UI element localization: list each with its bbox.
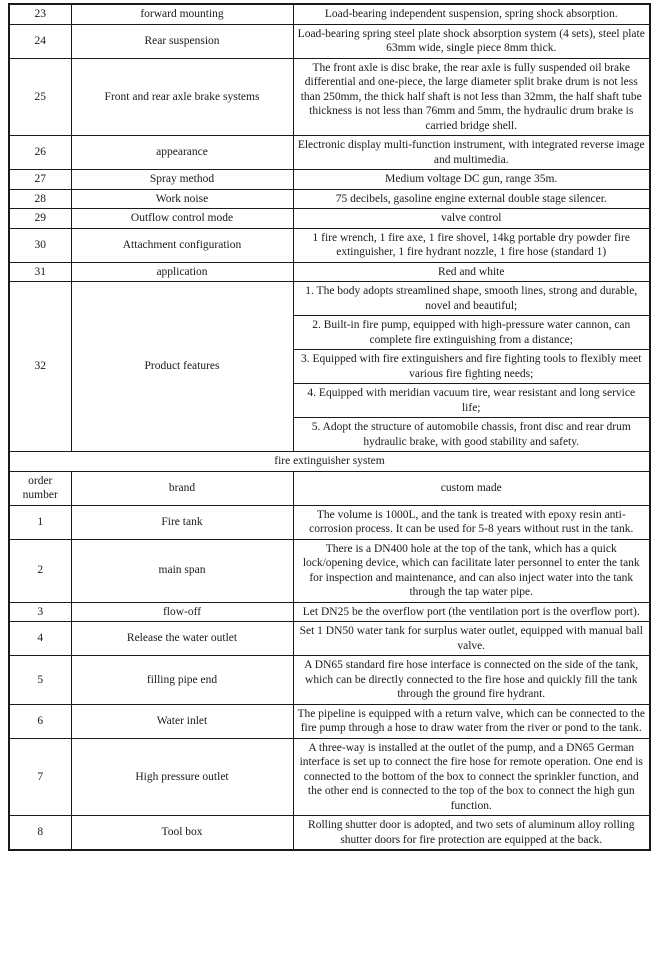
item-desc-cell: Electronic display multi-function instrument, with integrated reverse image and multimedia. [293,136,650,170]
table-row [9,170,650,190]
table-row [9,505,650,539]
item-desc-cell: Medium voltage DC gun, range 35m. [293,170,650,190]
order-number-cell: 6 [9,704,71,738]
header-custom-made: custom made [293,471,650,505]
item-desc-cell: Set 1 DN50 water tank for surplus water outlet, equipped with manual ball valve. [293,622,650,656]
item-desc-cell: The pipeline is equipped with a return valve, which can be connected to the fire pump through a hose to draw water from the river or pond to the tank. [293,704,650,738]
section-title: fire extinguisher system [9,452,650,472]
order-number-cell: 5 [9,656,71,705]
table-row [9,24,650,58]
table-row [9,622,650,656]
item-desc-cell: A DN65 standard fire hose interface is connected on the side of the tank, which can be directly connected to the fire hose and quickly fill the tank through the ground fire hydrant. [293,656,650,705]
order-number-cell: 2 [9,539,71,602]
table-row [9,228,650,262]
item-name-cell: Water inlet [71,704,293,738]
item-desc-cell: A three-way is installed at the outlet of the pump, and a DN65 German interface is set up to connect the fire hose for remote operation. One end is connected to the bottom of the box to connect the sprinkler function, and the other end is connected to the top of the box to connect the high gun function. [293,738,650,816]
order-number-cell: 26 [9,136,71,170]
table-row [9,136,650,170]
table-row [9,816,650,851]
item-desc-cell: There is a DN400 hole at the top of the tank, which has a quick lock/opening device, which can facilitate later personnel to enter the tank for inspection and maintenance, and can also inject water into the tank through the tap water pipe. [293,539,650,602]
item-name-cell: Release the water outlet [71,622,293,656]
table-row [9,262,650,282]
table-row [9,656,650,705]
order-number-cell: 8 [9,816,71,851]
item-name-cell: forward mounting [71,4,293,24]
item-name-cell: Attachment configuration [71,228,293,262]
item-name-cell: Tool box [71,816,293,851]
item-desc-cell: Load-bearing independent suspension, spring shock absorption. [293,4,650,24]
order-number-cell: 30 [9,228,71,262]
table-row [9,704,650,738]
order-number-cell: 3 [9,602,71,622]
order-number-cell: 24 [9,24,71,58]
table-row [9,539,650,602]
header-order-number: order number [9,471,71,505]
item-desc-cell: The volume is 1000L, and the tank is treated with epoxy resin anti-corrosion process. It can be used for 5-8 years without rust in the tank. [293,505,650,539]
item-name-cell: main span [71,539,293,602]
item-desc-cell: Load-bearing spring steel plate shock absorption system (4 sets), steel plate 63mm wide, single piece 8mm thick. [293,24,650,58]
table-row [9,209,650,229]
item-name-cell: filling pipe end [71,656,293,705]
section-title-row [9,452,650,472]
item-name-cell: appearance [71,136,293,170]
table-row [9,602,650,622]
order-number-cell: 27 [9,170,71,190]
item-desc-cell: Red and white [293,262,650,282]
header-row [9,471,650,505]
item-desc-cell: Let DN25 be the overflow port (the ventilation port is the overflow port). [293,602,650,622]
feature-item-cell: 3. Equipped with fire extinguishers and fire fighting tools to flexibly meet various fire fighting needs; [293,350,650,384]
table-row [9,282,650,316]
order-number-cell: 31 [9,262,71,282]
table-row [9,189,650,209]
item-name-cell: flow-off [71,602,293,622]
item-name-cell: High pressure outlet [71,738,293,816]
item-name-cell: Rear suspension [71,24,293,58]
item-desc-cell: 75 decibels, gasoline engine external double stage silencer. [293,189,650,209]
order-number-cell: 4 [9,622,71,656]
item-name-cell: Front and rear axle brake systems [71,58,293,136]
feature-item-cell: 4. Equipped with meridian vacuum tire, wear resistant and long service life; [293,384,650,418]
item-desc-cell: valve control [293,209,650,229]
order-number-cell: 28 [9,189,71,209]
item-name-cell: Outflow control mode [71,209,293,229]
table-row [9,58,650,136]
order-number-cell: 7 [9,738,71,816]
order-number-cell: 32 [9,282,71,452]
feature-item-cell: 5. Adopt the structure of automobile chassis, front disc and rear drum hydraulic brake, with good stability and safety. [293,418,650,452]
item-name-cell: application [71,262,293,282]
table-row [9,4,650,24]
order-number-cell: 29 [9,209,71,229]
item-desc-cell: 1 fire wrench, 1 fire axe, 1 fire shovel, 14kg portable dry powder fire extinguisher, 1 fire hydrant nozzle, 1 fire hose (standard 1) [293,228,650,262]
order-number-cell: 1 [9,505,71,539]
feature-item-cell: 2. Built-in fire pump, equipped with high-pressure water cannon, can complete fire extinguishing from a distance; [293,316,650,350]
item-desc-cell: The front axle is disc brake, the rear axle is fully suspended oil brake differential and one-piece, the large diameter split brake drum is not less than 250mm, the thick half shaft is not less than 32mm, the half shaft tube thickness is not less than 76mm and 5mm, the hydraulic drum brake is carried bridge shell. [293,58,650,136]
order-number-cell: 23 [9,4,71,24]
header-brand: brand [71,471,293,505]
item-desc-cell: Rolling shutter door is adopted, and two sets of aluminum alloy rolling shutter doors for fire protection are equipped at the back. [293,816,650,851]
item-name-cell: Work noise [71,189,293,209]
order-number-cell: 25 [9,58,71,136]
item-name-cell: Fire tank [71,505,293,539]
item-name-cell: Spray method [71,170,293,190]
item-name-cell: Product features [71,282,293,452]
table-row [9,738,650,816]
specification-table [8,3,651,851]
feature-item-cell: 1. The body adopts streamlined shape, smooth lines, strong and durable, novel and beautiful; [293,282,650,316]
